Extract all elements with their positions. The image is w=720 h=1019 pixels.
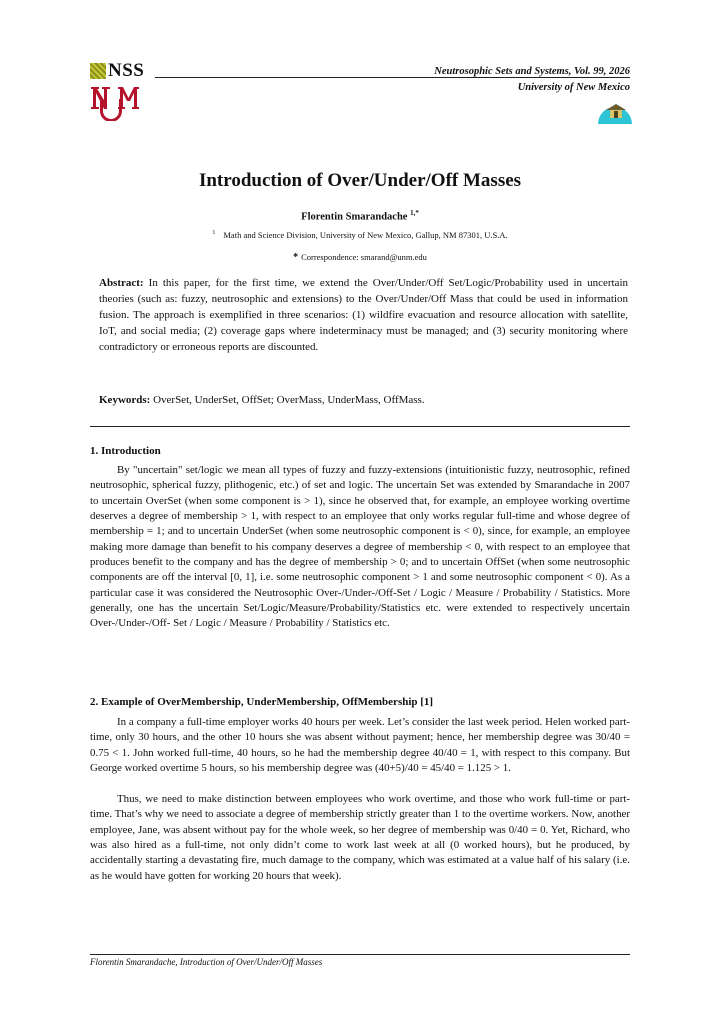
unm-logo-icon <box>90 85 156 121</box>
journal-info <box>434 64 630 96</box>
nss-logo-square-icon <box>90 63 106 79</box>
keywords-label: Keywords: <box>99 394 151 406</box>
abstract-label: Abstract: <box>99 277 144 289</box>
section-paragraph: Thus, we need to make distinction between employees who work overtime, and those who work full-time or part-time. That’s why we need to associate a degree of membership strictly greater than 1 to the overtime workers. Now, another employee, Jane, was absent without pay for the whole week, so her degree of membership was 0/40 = 0. Yet, Richard, who was also hired as a full-time, not only didn’t come to work last week at all (0 worked hours), but he produced, by accidentally starting a devastating fire, much damage to the company, which was estimated at a value half of his salary (i.e. as he would have gotten for working 20 hours that week). <box>90 793 630 882</box>
affiliation-mark: 1 <box>212 230 216 237</box>
nss-logo <box>90 60 144 82</box>
section-heading: 1. Introduction <box>90 445 161 457</box>
affiliation <box>0 230 720 240</box>
author-name: Florentin Smarandache <box>301 211 408 223</box>
correspondence-text: Correspondence: smarand@unm.edu <box>301 252 427 262</box>
running-footer: Florentin Smarandache, Introduction of Over/Under/Off Masses <box>90 957 323 967</box>
footer-rule <box>90 954 630 955</box>
correspondence-mark: * <box>293 252 299 263</box>
section-heading: 2. Example of OverMembership, UnderMembership, OffMembership [1] <box>90 696 434 708</box>
section-paragraph: By "uncertain" set/logic we mean all types of fuzzy and fuzzy-extensions (intuitionistic fuzzy, neutrosophic, refined neutrosophic, spherical fuzzy, plithogenic, etc.) of set and logic. The uncertain Set was extended by Smarandache in 2007 to uncertain OverSet (when some component is > 1), since he observed that, for example, an employee working overtime deserves a degree of membership > 1, with respect to an employee that only works regular full-time and whose degree of membership = 1; and to uncertain UnderSet (when some neutrosophic component is < 0), since, for example, an employee making more damage than benefit to his company deserves a degree of membership < 0, with respect to an employee that produces benefit to the company and has the degree of membership > 0; and to uncertain OffSet (when some neutrosophic components are off the interval [0, 1], i.e. some neutrosophic component > 1 and some neutrosophic component < 0). As a particular case it was considered the Neutrosophic Over-/Under-/Off-Set / Logic / Measure / Probability / Statistics. More generally, one has the uncertain Set/Logic/Measure/Probability/Statistics etc. were extended to respectively uncertain Over-/Under-/Off- Set / Logic / Measure / Probability / Statistics etc. <box>90 464 630 630</box>
correspondence <box>0 252 720 263</box>
paper-title: Introduction of Over/Under/Off Masses <box>198 170 522 191</box>
keywords <box>99 394 628 406</box>
abstract <box>99 276 628 356</box>
journal-name: Neutrosophic Sets and Systems, Vol. 99, 2026 <box>434 66 630 77</box>
abstract-text: In this paper, for the first time, we extend the Over/Under/Off Set/Logic/Probability used in uncertain theories (such as: fuzzy, neutrosophic and extensions) to the Over/Under/Off Mass that could be used in information fusion. The approach is exemplified in three scenarios: (1) wildfire evacuation and resource allocation with satellite, IoT, and social media; (2) coverage gaps where indeterminacy must be managed; and (3) security monitoring where contradictory or erroneous reports are discounted. <box>99 277 628 353</box>
journal-publisher: University of New Mexico <box>517 82 630 93</box>
author-line <box>0 209 720 223</box>
journal-emblem-icon <box>596 100 634 124</box>
author-mark: 1,* <box>410 209 419 217</box>
affiliation-text: Math and Science Division, University of New Mexico, Gallup, NM 87301, U.S.A. <box>223 230 508 240</box>
section-paragraph: In a company a full-time employer works 40 hours per week. Let’s consider the last week period. Helen worked part-time, only 30 hours, and the other 10 hours she was absent without payment; hence, her membership degree was 30/40 = 0.75 < 1. John worked full-time, 40 hours, so he had the membership degree 40/40 = 1, with respect to this company. But George worked overtime 5 hours, so his membership degree was (40+5)/40 = 45/40 = 1.125 > 1. <box>90 716 630 775</box>
section-divider <box>90 426 630 427</box>
keywords-text: OverSet, UnderSet, OffSet; OverMass, UnderMass, OffMass. <box>153 394 425 406</box>
nss-logo-text: NSS <box>108 60 145 81</box>
